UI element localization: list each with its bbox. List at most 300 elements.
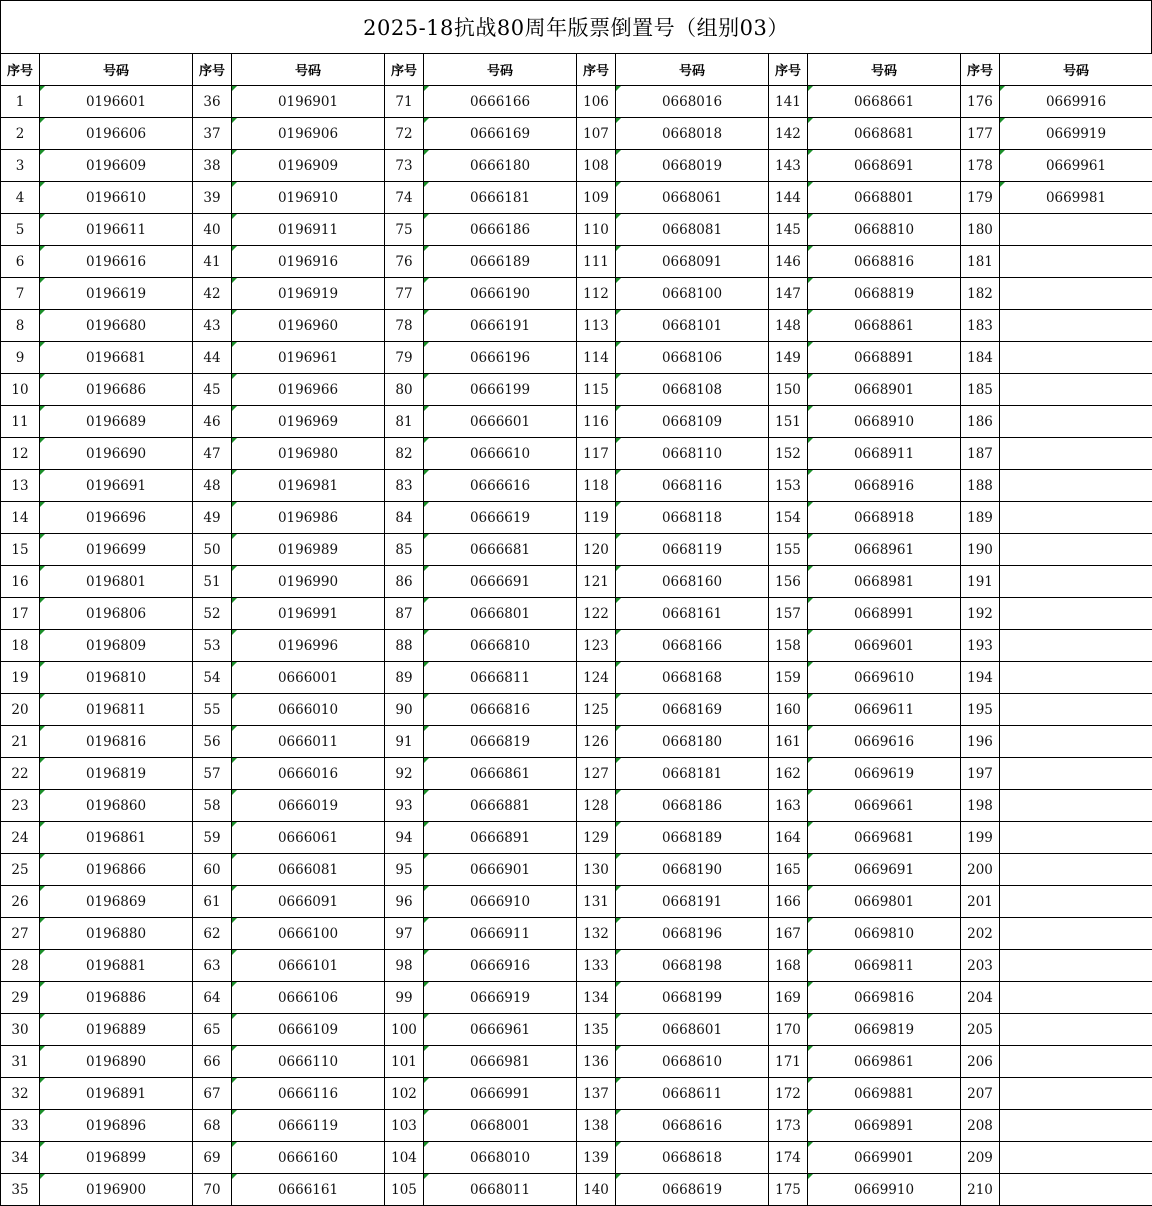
code-cell[interactable]: 0196886 (40, 982, 193, 1014)
seq-cell[interactable]: 118 (577, 470, 616, 502)
code-cell[interactable]: 0668991 (808, 598, 961, 630)
code-cell[interactable]: 0668961 (808, 534, 961, 566)
seq-cell[interactable]: 163 (769, 790, 808, 822)
seq-cell[interactable]: 1 (1, 86, 40, 118)
code-cell[interactable] (1000, 662, 1152, 694)
seq-cell[interactable]: 172 (769, 1078, 808, 1110)
seq-cell[interactable]: 139 (577, 1142, 616, 1174)
seq-cell[interactable]: 156 (769, 566, 808, 598)
code-cell[interactable]: 0669610 (808, 662, 961, 694)
seq-cell[interactable]: 33 (1, 1110, 40, 1142)
code-cell[interactable]: 0669981 (1000, 182, 1152, 214)
code-cell[interactable]: 0668091 (616, 246, 769, 278)
seq-cell[interactable]: 205 (961, 1014, 1000, 1046)
code-cell[interactable]: 0668018 (616, 118, 769, 150)
header-code[interactable]: 号码 (232, 54, 385, 86)
code-cell[interactable]: 0666981 (424, 1046, 577, 1078)
seq-cell[interactable]: 87 (385, 598, 424, 630)
seq-cell[interactable]: 204 (961, 982, 1000, 1014)
code-cell[interactable]: 0666991 (424, 1078, 577, 1110)
code-cell[interactable]: 0668011 (424, 1174, 577, 1206)
seq-cell[interactable]: 35 (1, 1174, 40, 1206)
seq-cell[interactable]: 194 (961, 662, 1000, 694)
code-cell[interactable]: 0666100 (232, 918, 385, 950)
code-cell[interactable]: 0666091 (232, 886, 385, 918)
code-cell[interactable]: 0669916 (1000, 86, 1152, 118)
code-cell[interactable] (1000, 278, 1152, 310)
code-cell[interactable]: 0669819 (808, 1014, 961, 1046)
header-code[interactable]: 号码 (616, 54, 769, 86)
code-cell[interactable]: 0196606 (40, 118, 193, 150)
seq-cell[interactable]: 80 (385, 374, 424, 406)
seq-cell[interactable]: 133 (577, 950, 616, 982)
code-cell[interactable]: 0196801 (40, 566, 193, 598)
seq-cell[interactable]: 105 (385, 1174, 424, 1206)
seq-cell[interactable]: 89 (385, 662, 424, 694)
seq-cell[interactable]: 19 (1, 662, 40, 694)
code-cell[interactable]: 0668861 (808, 310, 961, 342)
code-cell[interactable]: 0669811 (808, 950, 961, 982)
code-cell[interactable]: 0196899 (40, 1142, 193, 1174)
code-cell[interactable]: 0668118 (616, 502, 769, 534)
seq-cell[interactable]: 173 (769, 1110, 808, 1142)
code-cell[interactable]: 0196619 (40, 278, 193, 310)
seq-cell[interactable]: 41 (193, 246, 232, 278)
code-cell[interactable]: 0668601 (616, 1014, 769, 1046)
seq-cell[interactable]: 114 (577, 342, 616, 374)
seq-cell[interactable]: 82 (385, 438, 424, 470)
seq-cell[interactable]: 184 (961, 342, 1000, 374)
code-cell[interactable] (1000, 1014, 1152, 1046)
seq-cell[interactable]: 108 (577, 150, 616, 182)
seq-cell[interactable]: 129 (577, 822, 616, 854)
code-cell[interactable]: 0669901 (808, 1142, 961, 1174)
code-cell[interactable]: 0196681 (40, 342, 193, 374)
seq-cell[interactable]: 37 (193, 118, 232, 150)
seq-cell[interactable]: 151 (769, 406, 808, 438)
seq-cell[interactable]: 143 (769, 150, 808, 182)
seq-cell[interactable]: 193 (961, 630, 1000, 662)
code-cell[interactable] (1000, 1046, 1152, 1078)
code-cell[interactable]: 0668198 (616, 950, 769, 982)
code-cell[interactable]: 0668100 (616, 278, 769, 310)
code-cell[interactable]: 0668918 (808, 502, 961, 534)
code-cell[interactable]: 0666181 (424, 182, 577, 214)
code-cell[interactable]: 0666016 (232, 758, 385, 790)
code-cell[interactable]: 0666186 (424, 214, 577, 246)
code-cell[interactable] (1000, 502, 1152, 534)
seq-cell[interactable]: 69 (193, 1142, 232, 1174)
seq-cell[interactable]: 95 (385, 854, 424, 886)
seq-cell[interactable]: 142 (769, 118, 808, 150)
seq-cell[interactable]: 186 (961, 406, 1000, 438)
code-cell[interactable]: 0196989 (232, 534, 385, 566)
code-cell[interactable]: 0196906 (232, 118, 385, 150)
seq-cell[interactable]: 126 (577, 726, 616, 758)
code-cell[interactable]: 0666196 (424, 342, 577, 374)
code-cell[interactable]: 0668001 (424, 1110, 577, 1142)
seq-cell[interactable]: 200 (961, 854, 1000, 886)
seq-cell[interactable]: 202 (961, 918, 1000, 950)
seq-cell[interactable]: 179 (961, 182, 1000, 214)
seq-cell[interactable]: 147 (769, 278, 808, 310)
seq-cell[interactable]: 77 (385, 278, 424, 310)
seq-cell[interactable]: 178 (961, 150, 1000, 182)
seq-cell[interactable]: 65 (193, 1014, 232, 1046)
seq-cell[interactable]: 56 (193, 726, 232, 758)
code-cell[interactable] (1000, 406, 1152, 438)
seq-cell[interactable]: 2 (1, 118, 40, 150)
code-cell[interactable]: 0196810 (40, 662, 193, 694)
code-cell[interactable] (1000, 374, 1152, 406)
code-cell[interactable]: 0666916 (424, 950, 577, 982)
header-seq[interactable]: 序号 (769, 54, 808, 86)
seq-cell[interactable]: 120 (577, 534, 616, 566)
code-cell[interactable]: 0668016 (616, 86, 769, 118)
seq-cell[interactable]: 149 (769, 342, 808, 374)
seq-cell[interactable]: 3 (1, 150, 40, 182)
code-cell[interactable]: 0669801 (808, 886, 961, 918)
code-cell[interactable]: 0196869 (40, 886, 193, 918)
seq-cell[interactable]: 153 (769, 470, 808, 502)
seq-cell[interactable]: 48 (193, 470, 232, 502)
seq-cell[interactable]: 27 (1, 918, 40, 950)
seq-cell[interactable]: 29 (1, 982, 40, 1014)
code-cell[interactable]: 0668691 (808, 150, 961, 182)
code-cell[interactable] (1000, 918, 1152, 950)
seq-cell[interactable]: 209 (961, 1142, 1000, 1174)
code-cell[interactable] (1000, 726, 1152, 758)
seq-cell[interactable]: 50 (193, 534, 232, 566)
code-cell[interactable]: 0668190 (616, 854, 769, 886)
code-cell[interactable]: 0196990 (232, 566, 385, 598)
seq-cell[interactable]: 104 (385, 1142, 424, 1174)
seq-cell[interactable]: 145 (769, 214, 808, 246)
seq-cell[interactable]: 25 (1, 854, 40, 886)
seq-cell[interactable]: 119 (577, 502, 616, 534)
code-cell[interactable]: 0666001 (232, 662, 385, 694)
seq-cell[interactable]: 169 (769, 982, 808, 1014)
seq-cell[interactable]: 79 (385, 342, 424, 374)
seq-cell[interactable]: 57 (193, 758, 232, 790)
code-cell[interactable]: 0666110 (232, 1046, 385, 1078)
code-cell[interactable]: 0196609 (40, 150, 193, 182)
code-cell[interactable]: 0666810 (424, 630, 577, 662)
code-cell[interactable]: 0668110 (616, 438, 769, 470)
code-cell[interactable] (1000, 790, 1152, 822)
seq-cell[interactable]: 195 (961, 694, 1000, 726)
code-cell[interactable]: 0668186 (616, 790, 769, 822)
seq-cell[interactable]: 39 (193, 182, 232, 214)
code-cell[interactable]: 0668916 (808, 470, 961, 502)
code-cell[interactable]: 0668681 (808, 118, 961, 150)
code-cell[interactable]: 0669919 (1000, 118, 1152, 150)
code-cell[interactable]: 0666891 (424, 822, 577, 854)
code-cell[interactable]: 0668019 (616, 150, 769, 182)
seq-cell[interactable]: 26 (1, 886, 40, 918)
code-cell[interactable]: 0668981 (808, 566, 961, 598)
seq-cell[interactable]: 111 (577, 246, 616, 278)
seq-cell[interactable]: 17 (1, 598, 40, 630)
code-cell[interactable]: 0668168 (616, 662, 769, 694)
seq-cell[interactable]: 21 (1, 726, 40, 758)
code-cell[interactable]: 0196986 (232, 502, 385, 534)
code-cell[interactable]: 0666901 (424, 854, 577, 886)
code-cell[interactable]: 0196806 (40, 598, 193, 630)
code-cell[interactable] (1000, 310, 1152, 342)
seq-cell[interactable]: 171 (769, 1046, 808, 1078)
code-cell[interactable]: 0666116 (232, 1078, 385, 1110)
seq-cell[interactable]: 191 (961, 566, 1000, 598)
seq-cell[interactable]: 61 (193, 886, 232, 918)
code-cell[interactable]: 0668108 (616, 374, 769, 406)
code-cell[interactable] (1000, 854, 1152, 886)
code-cell[interactable]: 0669611 (808, 694, 961, 726)
seq-cell[interactable]: 75 (385, 214, 424, 246)
seq-cell[interactable]: 68 (193, 1110, 232, 1142)
code-cell[interactable]: 0666180 (424, 150, 577, 182)
code-cell[interactable]: 0668119 (616, 534, 769, 566)
seq-cell[interactable]: 4 (1, 182, 40, 214)
seq-cell[interactable]: 174 (769, 1142, 808, 1174)
seq-cell[interactable]: 44 (193, 342, 232, 374)
code-cell[interactable] (1000, 438, 1152, 470)
code-cell[interactable]: 0668189 (616, 822, 769, 854)
seq-cell[interactable]: 34 (1, 1142, 40, 1174)
code-cell[interactable]: 0668101 (616, 310, 769, 342)
code-cell[interactable]: 0666119 (232, 1110, 385, 1142)
seq-cell[interactable]: 49 (193, 502, 232, 534)
seq-cell[interactable]: 168 (769, 950, 808, 982)
code-cell[interactable]: 0669601 (808, 630, 961, 662)
seq-cell[interactable]: 47 (193, 438, 232, 470)
seq-cell[interactable]: 166 (769, 886, 808, 918)
code-cell[interactable]: 0668901 (808, 374, 961, 406)
code-cell[interactable]: 0668169 (616, 694, 769, 726)
seq-cell[interactable]: 138 (577, 1110, 616, 1142)
code-cell[interactable]: 0196889 (40, 1014, 193, 1046)
seq-cell[interactable]: 152 (769, 438, 808, 470)
code-cell[interactable]: 0196961 (232, 342, 385, 374)
code-cell[interactable]: 0666106 (232, 982, 385, 1014)
code-cell[interactable]: 0669881 (808, 1078, 961, 1110)
code-cell[interactable]: 0668810 (808, 214, 961, 246)
code-cell[interactable]: 0666619 (424, 502, 577, 534)
header-seq[interactable]: 序号 (1, 54, 40, 86)
seq-cell[interactable]: 154 (769, 502, 808, 534)
code-cell[interactable]: 0669619 (808, 758, 961, 790)
seq-cell[interactable]: 121 (577, 566, 616, 598)
seq-cell[interactable]: 55 (193, 694, 232, 726)
seq-cell[interactable]: 85 (385, 534, 424, 566)
code-cell[interactable]: 0196880 (40, 918, 193, 950)
seq-cell[interactable]: 71 (385, 86, 424, 118)
code-cell[interactable]: 0196696 (40, 502, 193, 534)
code-cell[interactable]: 0669661 (808, 790, 961, 822)
code-cell[interactable]: 0196690 (40, 438, 193, 470)
code-cell[interactable]: 0196860 (40, 790, 193, 822)
code-cell[interactable]: 0196610 (40, 182, 193, 214)
code-cell[interactable] (1000, 566, 1152, 598)
seq-cell[interactable]: 54 (193, 662, 232, 694)
seq-cell[interactable]: 72 (385, 118, 424, 150)
seq-cell[interactable]: 67 (193, 1078, 232, 1110)
seq-cell[interactable]: 164 (769, 822, 808, 854)
code-cell[interactable]: 0666010 (232, 694, 385, 726)
code-cell[interactable]: 0668801 (808, 182, 961, 214)
seq-cell[interactable]: 93 (385, 790, 424, 822)
seq-cell[interactable]: 94 (385, 822, 424, 854)
seq-cell[interactable]: 30 (1, 1014, 40, 1046)
seq-cell[interactable]: 113 (577, 310, 616, 342)
seq-cell[interactable]: 140 (577, 1174, 616, 1206)
code-cell[interactable]: 0666919 (424, 982, 577, 1014)
seq-cell[interactable]: 98 (385, 950, 424, 982)
code-cell[interactable]: 0666169 (424, 118, 577, 150)
header-code[interactable]: 号码 (808, 54, 961, 86)
seq-cell[interactable]: 43 (193, 310, 232, 342)
code-cell[interactable]: 0666166 (424, 86, 577, 118)
seq-cell[interactable]: 117 (577, 438, 616, 470)
header-code[interactable]: 号码 (424, 54, 577, 86)
code-cell[interactable]: 0666881 (424, 790, 577, 822)
code-cell[interactable]: 0668166 (616, 630, 769, 662)
code-cell[interactable]: 0668109 (616, 406, 769, 438)
code-cell[interactable] (1000, 982, 1152, 1014)
seq-cell[interactable]: 167 (769, 918, 808, 950)
code-cell[interactable]: 0196861 (40, 822, 193, 854)
seq-cell[interactable]: 7 (1, 278, 40, 310)
seq-cell[interactable]: 165 (769, 854, 808, 886)
seq-cell[interactable]: 22 (1, 758, 40, 790)
code-cell[interactable] (1000, 694, 1152, 726)
seq-cell[interactable]: 91 (385, 726, 424, 758)
code-cell[interactable]: 0668199 (616, 982, 769, 1014)
code-cell[interactable] (1000, 1078, 1152, 1110)
seq-cell[interactable]: 180 (961, 214, 1000, 246)
seq-cell[interactable]: 122 (577, 598, 616, 630)
code-cell[interactable]: 0196901 (232, 86, 385, 118)
seq-cell[interactable]: 183 (961, 310, 1000, 342)
seq-cell[interactable]: 175 (769, 1174, 808, 1206)
code-cell[interactable]: 0668911 (808, 438, 961, 470)
seq-cell[interactable]: 83 (385, 470, 424, 502)
code-cell[interactable]: 0196809 (40, 630, 193, 662)
code-cell[interactable]: 0668891 (808, 342, 961, 374)
code-cell[interactable]: 0668816 (808, 246, 961, 278)
seq-cell[interactable]: 6 (1, 246, 40, 278)
code-cell[interactable] (1000, 534, 1152, 566)
seq-cell[interactable]: 109 (577, 182, 616, 214)
code-cell[interactable]: 0196911 (232, 214, 385, 246)
code-cell[interactable]: 0196910 (232, 182, 385, 214)
seq-cell[interactable]: 23 (1, 790, 40, 822)
code-cell[interactable]: 0666961 (424, 1014, 577, 1046)
seq-cell[interactable]: 63 (193, 950, 232, 982)
seq-cell[interactable]: 158 (769, 630, 808, 662)
seq-cell[interactable]: 137 (577, 1078, 616, 1110)
code-cell[interactable]: 0196691 (40, 470, 193, 502)
header-seq[interactable]: 序号 (193, 54, 232, 86)
seq-cell[interactable]: 189 (961, 502, 1000, 534)
code-cell[interactable]: 0666061 (232, 822, 385, 854)
seq-cell[interactable]: 32 (1, 1078, 40, 1110)
seq-cell[interactable]: 123 (577, 630, 616, 662)
seq-cell[interactable]: 84 (385, 502, 424, 534)
code-cell[interactable]: 0666160 (232, 1142, 385, 1174)
seq-cell[interactable]: 13 (1, 470, 40, 502)
code-cell[interactable]: 0668181 (616, 758, 769, 790)
code-cell[interactable]: 0669816 (808, 982, 961, 1014)
seq-cell[interactable]: 160 (769, 694, 808, 726)
seq-cell[interactable]: 9 (1, 342, 40, 374)
code-cell[interactable]: 0666019 (232, 790, 385, 822)
code-cell[interactable]: 0668191 (616, 886, 769, 918)
code-cell[interactable]: 0666911 (424, 918, 577, 950)
seq-cell[interactable]: 8 (1, 310, 40, 342)
seq-cell[interactable]: 192 (961, 598, 1000, 630)
code-cell[interactable]: 0196816 (40, 726, 193, 758)
code-cell[interactable]: 0196890 (40, 1046, 193, 1078)
seq-cell[interactable]: 134 (577, 982, 616, 1014)
code-cell[interactable]: 0668161 (616, 598, 769, 630)
code-cell[interactable] (1000, 1174, 1152, 1206)
code-cell[interactable]: 0196616 (40, 246, 193, 278)
code-cell[interactable]: 0666601 (424, 406, 577, 438)
code-cell[interactable] (1000, 950, 1152, 982)
code-cell[interactable]: 0666191 (424, 310, 577, 342)
seq-cell[interactable]: 97 (385, 918, 424, 950)
seq-cell[interactable]: 100 (385, 1014, 424, 1046)
seq-cell[interactable]: 136 (577, 1046, 616, 1078)
code-cell[interactable]: 0669691 (808, 854, 961, 886)
code-cell[interactable]: 0666819 (424, 726, 577, 758)
seq-cell[interactable]: 188 (961, 470, 1000, 502)
code-cell[interactable]: 0666616 (424, 470, 577, 502)
seq-cell[interactable]: 64 (193, 982, 232, 1014)
code-cell[interactable]: 0196896 (40, 1110, 193, 1142)
seq-cell[interactable]: 176 (961, 86, 1000, 118)
seq-cell[interactable]: 102 (385, 1078, 424, 1110)
seq-cell[interactable]: 40 (193, 214, 232, 246)
seq-cell[interactable]: 162 (769, 758, 808, 790)
code-cell[interactable] (1000, 1110, 1152, 1142)
seq-cell[interactable]: 210 (961, 1174, 1000, 1206)
seq-cell[interactable]: 112 (577, 278, 616, 310)
code-cell[interactable]: 0666861 (424, 758, 577, 790)
seq-cell[interactable]: 10 (1, 374, 40, 406)
seq-cell[interactable]: 59 (193, 822, 232, 854)
code-cell[interactable]: 0196686 (40, 374, 193, 406)
code-cell[interactable]: 0666081 (232, 854, 385, 886)
code-cell[interactable]: 0668010 (424, 1142, 577, 1174)
code-cell[interactable]: 0666101 (232, 950, 385, 982)
code-cell[interactable]: 0666610 (424, 438, 577, 470)
code-cell[interactable]: 0666190 (424, 278, 577, 310)
code-cell[interactable]: 0196969 (232, 406, 385, 438)
code-cell[interactable] (1000, 598, 1152, 630)
seq-cell[interactable]: 201 (961, 886, 1000, 918)
code-cell[interactable]: 0196980 (232, 438, 385, 470)
code-cell[interactable]: 0666811 (424, 662, 577, 694)
code-cell[interactable]: 0668116 (616, 470, 769, 502)
seq-cell[interactable]: 157 (769, 598, 808, 630)
seq-cell[interactable]: 62 (193, 918, 232, 950)
code-cell[interactable]: 0196919 (232, 278, 385, 310)
header-seq[interactable]: 序号 (385, 54, 424, 86)
code-cell[interactable]: 0666681 (424, 534, 577, 566)
seq-cell[interactable]: 197 (961, 758, 1000, 790)
